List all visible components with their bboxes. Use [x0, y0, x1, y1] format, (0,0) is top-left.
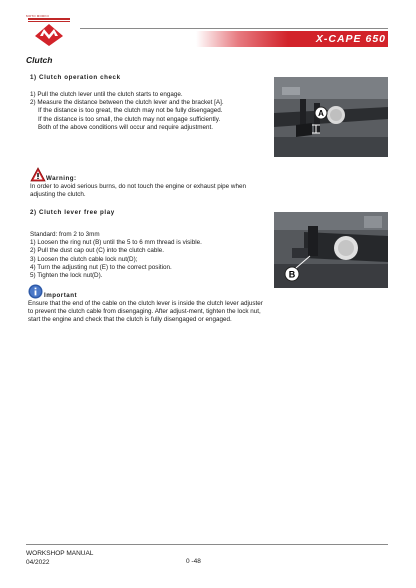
- brand-title: X-CAPE 650: [315, 33, 386, 45]
- step-2-note-3: Both of the above conditions will occur and require adjustment.: [38, 123, 214, 131]
- step-1: 1) Pull the clutch lever until the clutch starts to engage.: [30, 91, 183, 98]
- step-2: 2) Measure the distance between the clutch lever and the bracket [A].: [30, 99, 224, 107]
- free-play-step-4: 4) Turn the adjusting nut (E) to the correct position.: [30, 263, 172, 271]
- free-play-step-5: 5) Tighten the lock nut(D).: [30, 272, 103, 280]
- warning-label: Warning:: [46, 175, 77, 182]
- warning-triangle-icon: [30, 167, 46, 182]
- footer-info: [26, 549, 93, 567]
- footer-rule: [26, 544, 388, 545]
- photo2-marker: B: [288, 269, 296, 280]
- important-label: Important: [44, 292, 78, 299]
- free-play-step-1: 1) Loosen the ring nut (B) until the 5 to 6 mm thread is visible.: [30, 239, 202, 247]
- clutch-adjuster-photo: [274, 212, 388, 288]
- free-play-title: 2) Clutch lever free play: [30, 209, 115, 216]
- info-icon: [28, 284, 43, 299]
- important-text: Ensure that the end of the cable on the clutch lever is inside the clutch lever adjuster to prevent the clutch cable from disengaging. After adjust-ment, tighten the lock nut, start the engine and check that the clutch is fully disengaged or engaged.: [28, 300, 263, 324]
- warning-heading: [30, 167, 270, 183]
- section-title: Clutch: [26, 55, 53, 65]
- operation-check-steps: [30, 91, 266, 132]
- free-play-step-2: 2) Pull the dust cap out (C) into the clutch cable.: [30, 247, 165, 255]
- footer-manual: WORKSHOP MANUAL: [26, 550, 94, 557]
- step-2-note-2: If the distance is too small, the clutch may not engage sufficiently.: [38, 115, 221, 123]
- step-2-note-1: If the distance is too great, the clutch may not be fully disengaged.: [38, 107, 223, 115]
- free-play-step-3: 3) Loosen the clutch cable lock nut(D);: [30, 255, 138, 263]
- free-play-steps: [30, 231, 266, 280]
- page-number: 0 -48: [186, 558, 201, 565]
- logo-text: MOTO MORINI: [26, 14, 49, 18]
- header-rule: [80, 28, 388, 29]
- important-heading: [28, 284, 268, 300]
- photo1-marker: A: [318, 109, 324, 118]
- standard-value: Standard: from 2 to 3mm: [30, 231, 100, 238]
- moto-morini-logo: [26, 14, 72, 48]
- warning-text: In order to avoid serious burns, do not touch the engine or exhaust pipe when adjusting the clutch.: [30, 183, 246, 199]
- footer-date: 04/2022: [26, 559, 50, 566]
- clutch-lever-photo: [274, 77, 388, 157]
- operation-check-title: 1) Clutch operation check: [30, 74, 121, 81]
